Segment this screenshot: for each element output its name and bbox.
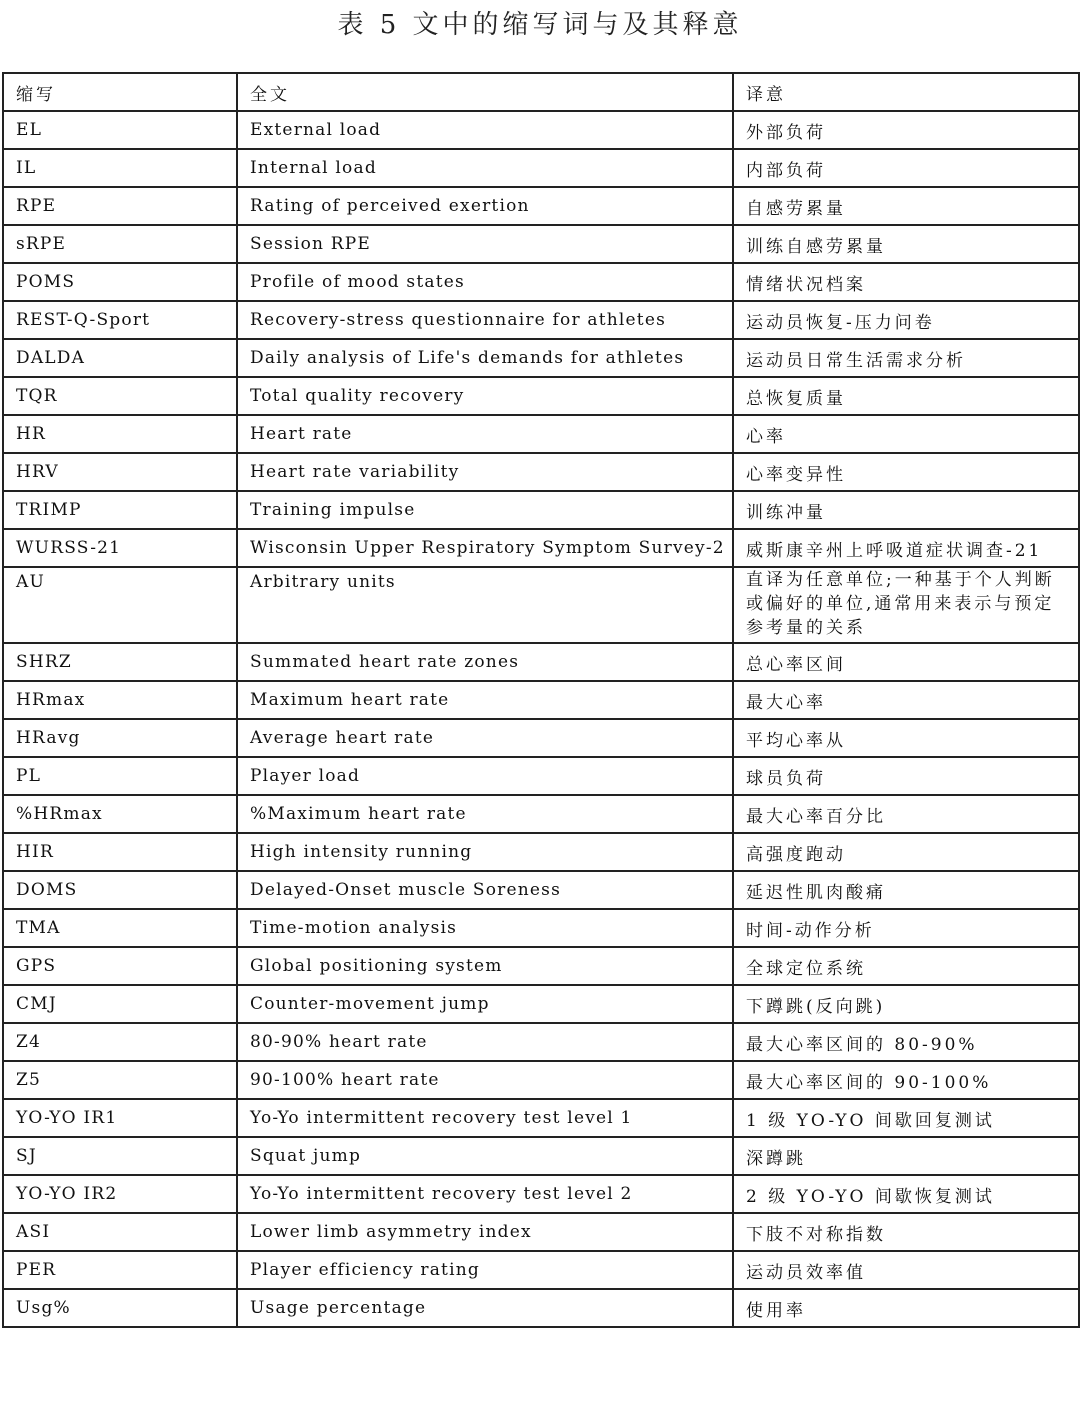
cell-abbreviation: WURSS-21 [3, 529, 237, 567]
cell-translation: 情绪状况档案 [733, 263, 1079, 301]
cell-abbreviation: GPS [3, 947, 237, 985]
table-row [3, 985, 1079, 1023]
table-row [3, 187, 1079, 225]
cell-translation: 2 级 YO-YO 间歇恢复测试 [733, 1175, 1079, 1213]
table-row [3, 719, 1079, 757]
cell-translation: 心率 [733, 415, 1079, 453]
table-row [3, 415, 1079, 453]
cell-translation: 训练冲量 [733, 491, 1079, 529]
cell-full-text: Wisconsin Upper Respiratory Symptom Survey-2 [237, 529, 733, 567]
cell-full-text: 90-100% heart rate [237, 1061, 733, 1099]
cell-translation: 平均心率从 [733, 719, 1079, 757]
cell-full-text: Time-motion analysis [237, 909, 733, 947]
cell-full-text: Heart rate variability [237, 453, 733, 491]
cell-abbreviation: TMA [3, 909, 237, 947]
cell-abbreviation: IL [3, 149, 237, 187]
cell-full-text: External load [237, 111, 733, 149]
header-row [3, 73, 1079, 111]
cell-full-text: 80-90% heart rate [237, 1023, 733, 1061]
cell-abbreviation: SJ [3, 1137, 237, 1175]
cell-abbreviation: YO-YO IR2 [3, 1175, 237, 1213]
cell-full-text: Total quality recovery [237, 377, 733, 415]
table-row [3, 1175, 1079, 1213]
cell-translation: 下蹲跳(反向跳) [733, 985, 1079, 1023]
table-row [3, 681, 1079, 719]
table-row [3, 1289, 1079, 1327]
cell-abbreviation: DALDA [3, 339, 237, 377]
cell-translation: 运动员恢复-压力问卷 [733, 301, 1079, 339]
cell-full-text: Summated heart rate zones [237, 643, 733, 681]
cell-full-text: Session RPE [237, 225, 733, 263]
cell-full-text: Arbitrary units [237, 567, 733, 643]
cell-translation: 总恢复质量 [733, 377, 1079, 415]
header-abbreviation: 缩写 [3, 73, 237, 111]
cell-full-text: Rating of perceived exertion [237, 187, 733, 225]
cell-abbreviation: REST-Q-Sport [3, 301, 237, 339]
cell-full-text: Recovery-stress questionnaire for athletes [237, 301, 733, 339]
cell-translation: 直译为任意单位;一种基于个人判断或偏好的单位,通常用来表示与预定参考量的关系 [733, 567, 1079, 643]
cell-abbreviation: DOMS [3, 871, 237, 909]
cell-full-text: Maximum heart rate [237, 681, 733, 719]
table-row [3, 1213, 1079, 1251]
table-row [3, 1251, 1079, 1289]
cell-abbreviation: YO-YO IR1 [3, 1099, 237, 1137]
cell-translation: 最大心率区间的 90-100% [733, 1061, 1079, 1099]
table-row [3, 795, 1079, 833]
cell-abbreviation: Z5 [3, 1061, 237, 1099]
cell-abbreviation: HIR [3, 833, 237, 871]
cell-translation: 1 级 YO-YO 间歇回复测试 [733, 1099, 1079, 1137]
table-row [3, 1023, 1079, 1061]
table-row [3, 149, 1079, 187]
cell-full-text: Counter-movement jump [237, 985, 733, 1023]
cell-full-text: Yo-Yo intermittent recovery test level 2 [237, 1175, 733, 1213]
table-row [3, 871, 1079, 909]
cell-translation: 内部负荷 [733, 149, 1079, 187]
cell-abbreviation: TQR [3, 377, 237, 415]
cell-translation: 总心率区间 [733, 643, 1079, 681]
cell-full-text: Squat jump [237, 1137, 733, 1175]
abbreviation-table [2, 72, 1080, 1328]
cell-abbreviation: CMJ [3, 985, 237, 1023]
cell-abbreviation: Z4 [3, 1023, 237, 1061]
table-row [3, 339, 1079, 377]
table-row [3, 453, 1079, 491]
table-row [3, 491, 1079, 529]
cell-abbreviation: Usg% [3, 1289, 237, 1327]
cell-abbreviation: AU [3, 567, 237, 643]
table-row [3, 947, 1079, 985]
cell-full-text: Delayed-Onset muscle Soreness [237, 871, 733, 909]
cell-abbreviation: HRV [3, 453, 237, 491]
cell-abbreviation: POMS [3, 263, 237, 301]
cell-abbreviation: HRmax [3, 681, 237, 719]
cell-translation: 时间-动作分析 [733, 909, 1079, 947]
cell-translation: 自感劳累量 [733, 187, 1079, 225]
cell-abbreviation: TRIMP [3, 491, 237, 529]
cell-full-text: Yo-Yo intermittent recovery test level 1 [237, 1099, 733, 1137]
cell-full-text: Usage percentage [237, 1289, 733, 1327]
cell-full-text: Internal load [237, 149, 733, 187]
cell-abbreviation: sRPE [3, 225, 237, 263]
cell-full-text: Lower limb asymmetry index [237, 1213, 733, 1251]
cell-abbreviation: PER [3, 1251, 237, 1289]
cell-translation: 威斯康辛州上呼吸道症状调查-21 [733, 529, 1079, 567]
cell-full-text: Player efficiency rating [237, 1251, 733, 1289]
cell-full-text: Player load [237, 757, 733, 795]
table-row [3, 111, 1079, 149]
table-row [3, 757, 1079, 795]
table-row [3, 1137, 1079, 1175]
cell-full-text: High intensity running [237, 833, 733, 871]
cell-translation: 最大心率 [733, 681, 1079, 719]
cell-full-text: Heart rate [237, 415, 733, 453]
cell-abbreviation: EL [3, 111, 237, 149]
cell-full-text: Training impulse [237, 491, 733, 529]
cell-full-text: Average heart rate [237, 719, 733, 757]
cell-abbreviation: HR [3, 415, 237, 453]
cell-translation: 使用率 [733, 1289, 1079, 1327]
table-title: 表 5 文中的缩写词与及其释意 [337, 10, 743, 40]
table-row [3, 529, 1079, 567]
cell-translation: 心率变异性 [733, 453, 1079, 491]
cell-full-text: Profile of mood states [237, 263, 733, 301]
cell-translation: 训练自感劳累量 [733, 225, 1079, 263]
cell-translation: 外部负荷 [733, 111, 1079, 149]
cell-translation: 球员负荷 [733, 757, 1079, 795]
cell-abbreviation: %HRmax [3, 795, 237, 833]
cell-translation: 最大心率区间的 80-90% [733, 1023, 1079, 1061]
table-body [3, 111, 1079, 1327]
cell-abbreviation: SHRZ [3, 643, 237, 681]
cell-translation: 运动员日常生活需求分析 [733, 339, 1079, 377]
header-translation: 译意 [733, 73, 1079, 111]
cell-abbreviation: RPE [3, 187, 237, 225]
cell-translation: 延迟性肌肉酸痛 [733, 871, 1079, 909]
table-row [3, 567, 1079, 643]
cell-translation: 最大心率百分比 [733, 795, 1079, 833]
cell-abbreviation: HRavg [3, 719, 237, 757]
cell-translation: 全球定位系统 [733, 947, 1079, 985]
cell-abbreviation: ASI [3, 1213, 237, 1251]
cell-full-text: Global positioning system [237, 947, 733, 985]
table-row [3, 377, 1079, 415]
table-row [3, 1099, 1079, 1137]
table-row [3, 301, 1079, 339]
cell-translation: 高强度跑动 [733, 833, 1079, 871]
cell-translation: 深蹲跳 [733, 1137, 1079, 1175]
cell-full-text: Daily analysis of Life's demands for athletes [237, 339, 733, 377]
table-row [3, 263, 1079, 301]
header-full-text: 全文 [237, 73, 733, 111]
table-row [3, 909, 1079, 947]
table-row [3, 833, 1079, 871]
cell-translation: 下肢不对称指数 [733, 1213, 1079, 1251]
cell-abbreviation: PL [3, 757, 237, 795]
table-row [3, 1061, 1079, 1099]
cell-translation: 运动员效率值 [733, 1251, 1079, 1289]
table-row [3, 643, 1079, 681]
cell-full-text: %Maximum heart rate [237, 795, 733, 833]
table-row [3, 225, 1079, 263]
